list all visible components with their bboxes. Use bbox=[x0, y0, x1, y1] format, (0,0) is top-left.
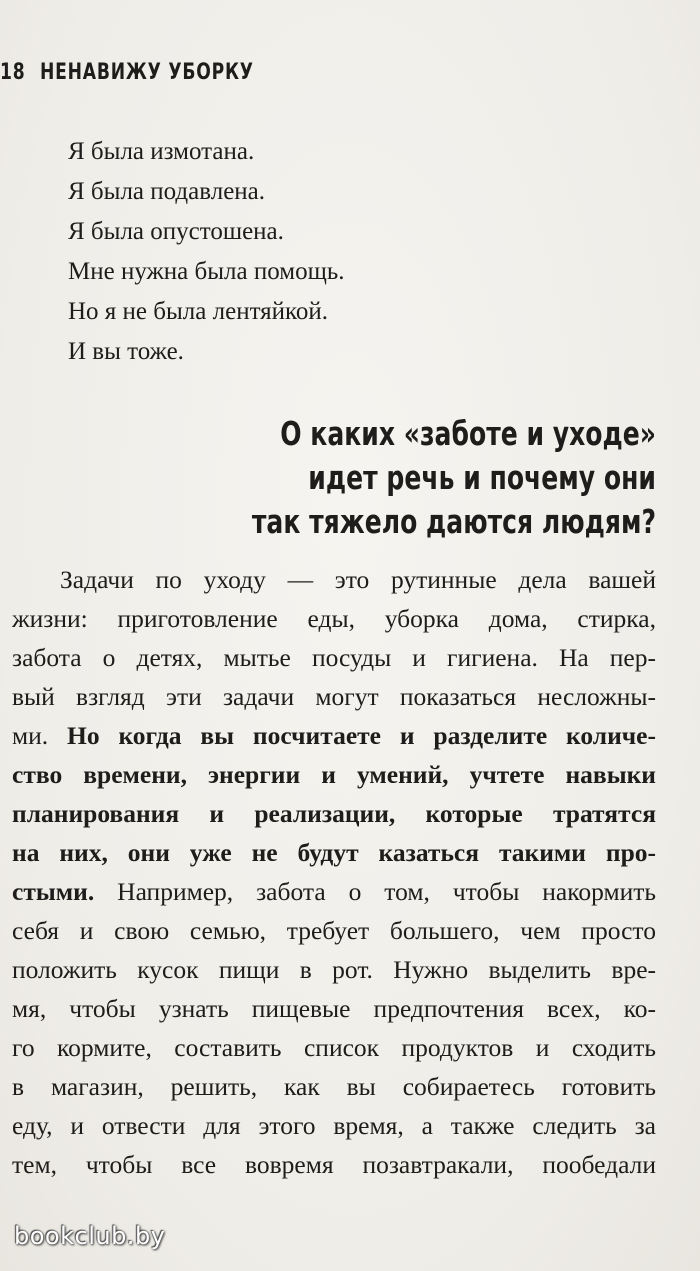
bold-text: ство времени, энергии и умений, учтете навыки bbox=[12, 760, 656, 789]
text-run: положить кусок пищи в рот. Нужно выделить вре- bbox=[12, 955, 656, 984]
bold-text: планирования и реализации, которые тратятся bbox=[12, 799, 656, 828]
body-line bbox=[12, 1145, 656, 1184]
text-run: еду, и отвести для этого время, а также следить за bbox=[12, 1111, 656, 1140]
text-run: Например, забота о том, чтобы накормить bbox=[94, 877, 656, 906]
text-run: вый взгляд эти задачи могут показаться несложны- bbox=[12, 682, 656, 711]
text-run: тем, чтобы все вовремя позавтракали, пообедали bbox=[12, 1150, 656, 1179]
bold-text: стыми. bbox=[12, 877, 95, 906]
text-run: ми. bbox=[12, 721, 68, 750]
body-line bbox=[12, 560, 656, 599]
poem-line: Я была подавлена. bbox=[68, 178, 266, 205]
text-run: мя, чтобы узнать пищевые предпочтения всех, ко- bbox=[12, 994, 656, 1023]
heading-line: О каких «заботе и уходе» bbox=[280, 414, 656, 453]
body-line bbox=[12, 950, 656, 989]
body-line bbox=[12, 1028, 656, 1067]
body-line bbox=[12, 638, 656, 677]
bold-text: Но когда вы посчитаете и разделите количе- bbox=[67, 721, 656, 750]
body-line bbox=[12, 755, 656, 794]
text-run: жизни: приготовление еды, уборка дома, стирка, bbox=[12, 604, 656, 633]
body-line bbox=[12, 872, 656, 911]
body-line bbox=[12, 1067, 656, 1106]
running-head bbox=[0, 60, 254, 85]
body-line bbox=[12, 677, 656, 716]
site-watermark: bookclub.by bbox=[14, 1222, 166, 1250]
poem-line: Я была измотана. bbox=[68, 138, 255, 165]
text-run: забота о детях, мытье посуды и гигиена. На пер- bbox=[12, 643, 656, 672]
body-line bbox=[12, 1106, 656, 1145]
poem-block bbox=[68, 132, 344, 372]
poem-line: И вы тоже. bbox=[68, 338, 184, 365]
bold-text: на них, они уже не будут казаться такими про- bbox=[12, 838, 656, 867]
page-number: 18 bbox=[0, 60, 26, 85]
heading-line: так тяжело даются людям? bbox=[251, 502, 656, 541]
body-line bbox=[12, 794, 656, 833]
body-line bbox=[12, 716, 656, 755]
poem-line: Но я не была лентяйкой. bbox=[68, 298, 329, 325]
body-paragraph bbox=[12, 560, 656, 1184]
section-heading bbox=[96, 412, 656, 544]
body-line bbox=[12, 599, 656, 638]
body-line bbox=[12, 833, 656, 872]
body-line bbox=[12, 911, 656, 950]
book-title: НЕНАВИЖУ УБОРКУ bbox=[40, 60, 254, 85]
poem-line: Я была опустошена. bbox=[68, 218, 284, 245]
text-run: го кормите, составить список продуктов и сходить bbox=[12, 1033, 656, 1062]
text-run: в магазин, решить, как вы собираетесь готовить bbox=[12, 1072, 656, 1101]
text-run: себя и свою семью, требует большего, чем просто bbox=[12, 916, 656, 945]
text-run: Задачи по уходу — это рутинные дела вашей bbox=[60, 565, 656, 594]
heading-line: идет речь и почему они bbox=[308, 458, 656, 497]
poem-line: Мне нужна была помощь. bbox=[68, 258, 345, 285]
body-line bbox=[12, 989, 656, 1028]
